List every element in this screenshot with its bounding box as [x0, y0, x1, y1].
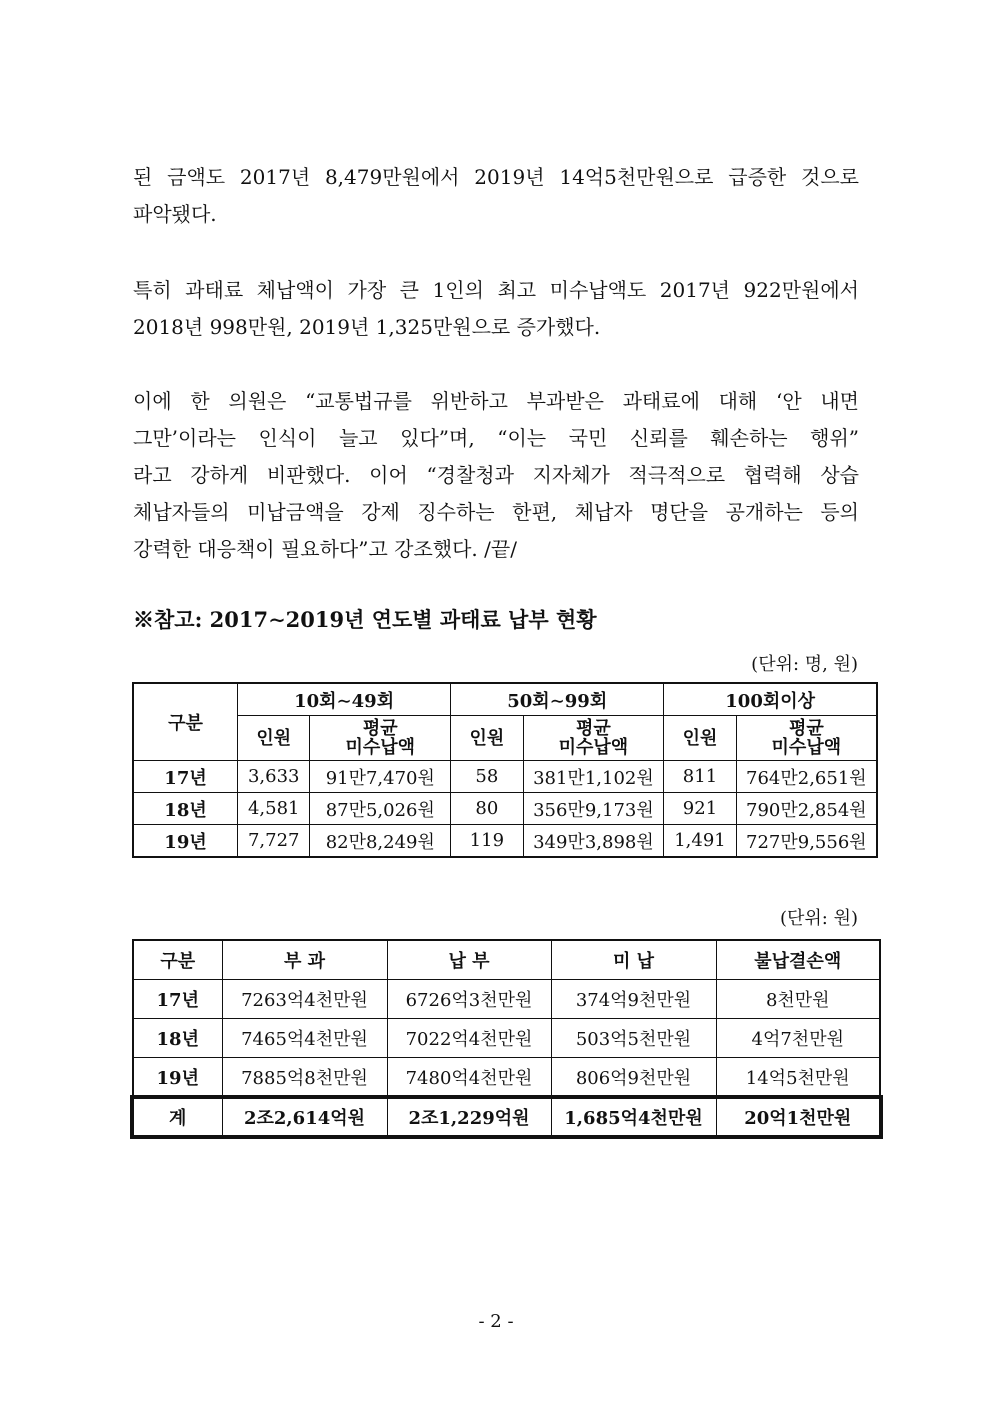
table-cell: 806억9천만원 — [551, 1058, 716, 1098]
table-cell: 790만2,854원 — [736, 793, 877, 825]
paragraph-2 — [133, 272, 859, 346]
table1-avg-header: 평균 미수납액 — [736, 716, 877, 761]
table1-count-header: 인원 — [451, 716, 523, 761]
table-cell: 349만3,898원 — [523, 825, 664, 858]
text-line: 2018년 998만원, 2019년 1,325만원으로 증가했다. — [133, 315, 601, 339]
table-cell: 356만9,173원 — [523, 793, 664, 825]
table1-corner: 구분 — [133, 683, 238, 761]
table1-avg-header: 평균 미수납액 — [523, 716, 664, 761]
table1-unit: (단위: 명, 원) — [751, 654, 858, 675]
table-cell: 119 — [451, 825, 523, 858]
table-cell: 4억7천만원 — [716, 1019, 880, 1058]
table-cell: 7465억4천만원 — [222, 1019, 387, 1058]
table-cell: 727만9,556원 — [736, 825, 877, 858]
table-cell: 7022억4천만원 — [387, 1019, 551, 1058]
text-line: 라고 강하게 비판했다. 이어 “경찰청과 지자체가 적극적으로 협력해 상습 — [133, 463, 859, 487]
table-cell: 503억5천만원 — [551, 1019, 716, 1058]
table1-avg-header: 평균 미수납액 — [310, 716, 451, 761]
table-cell: 4,581 — [238, 793, 310, 825]
table-cell: 381만1,102원 — [523, 761, 664, 793]
paragraph-3 — [133, 383, 859, 568]
table2-header: 부 과 — [222, 940, 387, 980]
row-label: 17년 — [133, 980, 222, 1019]
table-cell: 7885억8천만원 — [222, 1058, 387, 1098]
table1-group-header: 50회∼99회 — [451, 683, 664, 716]
row-label: 계 — [133, 1098, 222, 1137]
table-row — [133, 1019, 880, 1058]
row-label: 19년 — [133, 825, 238, 858]
table-row — [133, 1058, 880, 1098]
payment-frequency-table — [132, 682, 878, 858]
table1-group-header: 100회이상 — [664, 683, 877, 716]
table-cell: 3,633 — [238, 761, 310, 793]
table2-header: 미 납 — [551, 940, 716, 980]
table-cell: 14억5천만원 — [716, 1058, 880, 1098]
row-label: 18년 — [133, 793, 238, 825]
total-row — [133, 1098, 880, 1137]
row-label: 18년 — [133, 1019, 222, 1058]
table1-count-header: 인원 — [664, 716, 736, 761]
text-line: 특히 과태료 체납액이 가장 큰 1인의 최고 미수납액도 2017년 922만원에서 — [133, 278, 859, 302]
table-cell: 8천만원 — [716, 980, 880, 1019]
page-number: - 2 - — [478, 1311, 514, 1332]
table-cell: 764만2,651원 — [736, 761, 877, 793]
text-line: 파악됐다. — [133, 202, 217, 226]
text-line: 그만’이라는 인식이 늘고 있다”며, “이는 국민 신뢰를 훼손하는 행위” — [133, 426, 859, 450]
table-row — [133, 980, 880, 1019]
reference-title: ※참고: 2017∼2019년 연도별 과태료 납부 현황 — [133, 607, 597, 632]
table1-count-header: 인원 — [238, 716, 310, 761]
table2-header: 불납결손액 — [716, 940, 880, 980]
row-label: 19년 — [133, 1058, 222, 1098]
table2-header: 납 부 — [387, 940, 551, 980]
paragraph-1 — [133, 159, 859, 233]
table-cell: 91만7,470원 — [310, 761, 451, 793]
table-cell: 1,685억4천만원 — [551, 1098, 716, 1137]
table-row — [133, 825, 877, 858]
text-line: 이에 한 의원은 “교통법규를 위반하고 부과받은 과태료에 대해 ‘안 내면 — [133, 389, 859, 413]
text-line: 된 금액도 2017년 8,479만원에서 2019년 14억5천만원으로 급증한 것으로 — [133, 165, 859, 189]
table-cell: 1,491 — [664, 825, 736, 858]
table-cell: 87만5,026원 — [310, 793, 451, 825]
table-cell: 6726억3천만원 — [387, 980, 551, 1019]
table-cell: 82만8,249원 — [310, 825, 451, 858]
row-label: 17년 — [133, 761, 238, 793]
table-row — [133, 761, 877, 793]
text-line: 체납자들의 미납금액을 강제 징수하는 한편, 체납자 명단을 공개하는 등의 — [133, 500, 859, 524]
table-cell: 811 — [664, 761, 736, 793]
table-row — [133, 793, 877, 825]
table-cell: 921 — [664, 793, 736, 825]
text-line: 강력한 대응책이 필요하다”고 강조했다. /끝/ — [133, 537, 517, 561]
table1-group-header: 10회∼49회 — [238, 683, 451, 716]
table-cell: 2조1,229억원 — [387, 1098, 551, 1137]
table2-header: 구분 — [133, 940, 222, 980]
table-cell: 7,727 — [238, 825, 310, 858]
table-cell: 58 — [451, 761, 523, 793]
table-cell: 20억1천만원 — [716, 1098, 880, 1137]
table2-unit: (단위: 원) — [780, 908, 858, 929]
table-cell: 2조2,614억원 — [222, 1098, 387, 1137]
payment-summary-table — [132, 939, 881, 1137]
table-cell: 7480억4천만원 — [387, 1058, 551, 1098]
table-cell: 80 — [451, 793, 523, 825]
table-cell: 7263억4천만원 — [222, 980, 387, 1019]
table-cell: 374억9천만원 — [551, 980, 716, 1019]
